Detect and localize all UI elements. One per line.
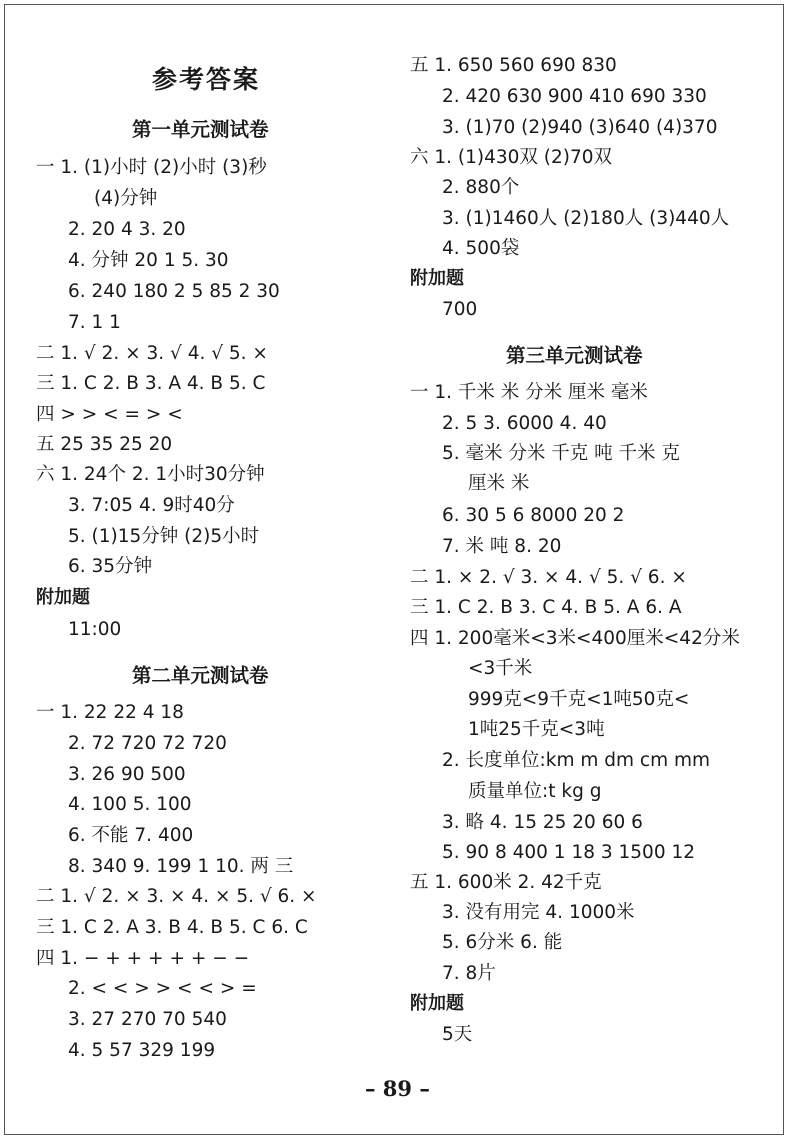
answer-line: 2. < < > > < < > =	[68, 978, 257, 999]
bonus-label: 附加题	[36, 587, 90, 608]
bonus-label: 附加题	[410, 268, 464, 289]
answer-line: 三 1. C 2. B 3. C 4. B 5. A 6. A	[410, 597, 682, 618]
bonus-answer: 5天	[442, 1024, 473, 1045]
answer-line: 4. 100 5. 100	[68, 794, 192, 815]
answer-line: 五 25 35 25 20	[36, 434, 173, 455]
answer-line: 6. 35分钟	[68, 556, 153, 577]
answer-line: 三 1. C 2. A 3. B 4. B 5. C 6. C	[36, 917, 308, 938]
answer-line: 3. 26 90 500	[68, 764, 186, 785]
answer-line: 3. 没有用完 4. 1000米	[442, 902, 635, 923]
page-number: – 89 –	[365, 1076, 430, 1101]
answer-line: 3. (1)1460人 (2)180人 (3)440人	[442, 208, 730, 229]
answer-line: 5. 6分米 6. 能	[442, 932, 563, 953]
answer-line: 5. (1)15分钟 (2)5小时	[68, 526, 260, 547]
answer-line: 2. 420 630 900 410 690 330	[442, 86, 707, 107]
answer-line: 2. 长度单位:km m dm cm mm	[442, 750, 711, 771]
answer-line: 4. 500袋	[442, 238, 520, 259]
answer-line: 1吨25千克<3吨	[468, 719, 605, 740]
answer-line: 2. 880个	[442, 177, 520, 198]
answer-line: 8. 340 9. 199 1 10. 两 三	[68, 856, 294, 877]
answer-line: 二 1. √ 2. × 3. √ 4. √ 5. ×	[36, 343, 268, 364]
answer-line: 4. 分钟 20 1 5. 30	[68, 250, 229, 271]
answer-line: 五 1. 650 560 690 830	[410, 55, 617, 76]
answer-line: 六 1. (1)430双 (2)70双	[410, 147, 613, 168]
answer-line: 7. 米 吨 8. 20	[442, 536, 562, 557]
answer-line: 3. 略 4. 15 25 20 60 6	[442, 812, 643, 833]
answer-line: 6. 不能 7. 400	[68, 825, 194, 846]
bonus-label: 附加题	[410, 993, 464, 1014]
answer-line: 3. 27 270 70 540	[68, 1009, 227, 1030]
unit1-heading: 第一单元测试卷	[132, 118, 269, 141]
answer-line: 四 1. 200毫米<3米<400厘米<42分米	[410, 628, 740, 649]
answer-line: 质量单位:t kg g	[468, 781, 602, 802]
answer-line: 2. 72 720 72 720	[68, 733, 227, 754]
answer-line: 3. 7:05 4. 9时40分	[68, 495, 235, 516]
answer-line: 六 1. 24个 2. 1小时30分钟	[36, 464, 265, 485]
answer-line: 四 1. − + + + + + − −	[36, 948, 250, 969]
answer-line: 三 1. C 2. B 3. A 4. B 5. C	[36, 373, 266, 394]
answer-line: 2. 5 3. 6000 4. 40	[442, 413, 607, 434]
answer-line: 一 1. 千米 米 分米 厘米 毫米	[410, 382, 648, 403]
answer-line: 2. 20 4 3. 20	[68, 219, 186, 240]
answer-line: 6. 240 180 2 5 85 2 30	[68, 281, 280, 302]
answer-line: 厘米 米	[468, 473, 530, 494]
answer-line: 6. 30 5 6 8000 20 2	[442, 505, 625, 526]
answer-line: 5. 90 8 400 1 18 3 1500 12	[442, 842, 696, 863]
answer-line: (4)分钟	[94, 188, 158, 209]
answer-line: 二 1. √ 2. × 3. × 4. × 5. √ 6. ×	[36, 886, 317, 907]
answer-line: 999克<9千克<1吨50克<	[468, 689, 690, 710]
unit2-heading: 第二单元测试卷	[132, 664, 269, 687]
answer-line: 7. 1 1	[68, 312, 121, 333]
answer-line: 二 1. × 2. √ 3. × 4. √ 5. √ 6. ×	[410, 567, 687, 588]
bonus-answer: 700	[442, 299, 478, 320]
answer-line: 四 > > < = > <	[36, 404, 183, 425]
unit3-heading: 第三单元测试卷	[506, 344, 643, 367]
page-title: 参考答案	[152, 65, 261, 94]
answer-line: 3. (1)70 (2)940 (3)640 (4)370	[442, 117, 718, 138]
answer-line: 5. 毫米 分米 千克 吨 千米 克	[442, 443, 680, 464]
answer-line: 一 1. (1)小时 (2)小时 (3)秒	[36, 157, 267, 178]
answer-line: 4. 5 57 329 199	[68, 1040, 216, 1061]
answer-line: 一 1. 22 22 4 18	[36, 702, 184, 723]
bonus-answer: 11:00	[68, 619, 122, 640]
answer-line: 五 1. 600米 2. 42千克	[410, 872, 602, 893]
answer-line: 7. 8片	[442, 963, 496, 984]
answer-line: <3千米	[468, 658, 533, 679]
